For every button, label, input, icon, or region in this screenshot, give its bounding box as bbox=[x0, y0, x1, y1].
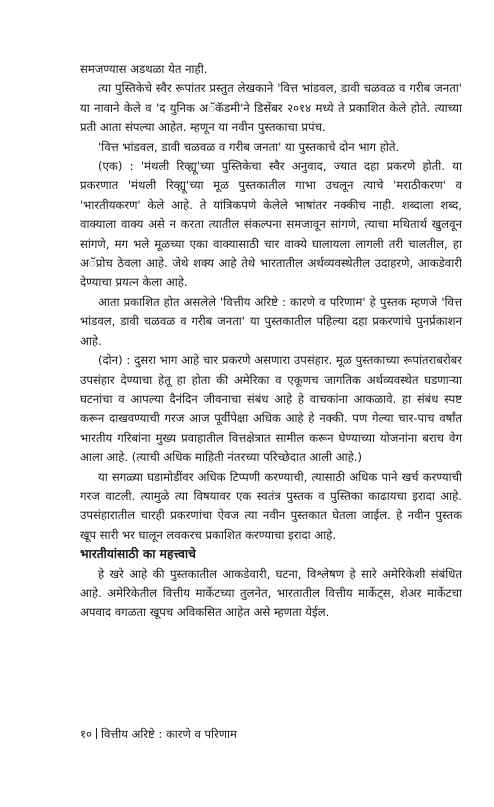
paragraph-future-book: या सगळ्या घडामोडींवर अधिक टिप्पणी करण्याची, त्यासाठी अधिक पाने खर्च करण्याची गरज वाटली. त्यामुळे त्या विषयावर एक स्वतंत्र पुस्तक व पुस्तिका काढायचा इरादा आहे. उपसंहारातील चारही प्रकरणांचा ऐवज त्या नवीन पुस्तकात घेतला जाईल. हे नवीन पुस्तक खूप सारी भर घालून लवकरच प्रकाशित करण्याचा इरादा आहे. bbox=[80, 469, 462, 542]
footer-separator bbox=[96, 728, 97, 739]
paragraph-part-two: (दोन) : दुसरा भाग आहे चार प्रकरणे असणारा उपसंहार. मूळ पुस्तकाच्या रूपांतराबरोबर उपसंहार देण्याचा हेतू हा होता की अमेरिका व एकूणच जागतिक अर्थव्यवस्थेत घडणाऱ्या घटनांचा व आपल्या दैनंदिन जीवनाचा संबंध आहे हे वाचकांना आकळावे. हा संबंध स्पष्ट करून दाखवण्याची गरज आज पूर्वीपेक्षा अधिक आहे हे नक्की. पण गेल्या चार-पाच वर्षांत भारतीय गरिबांना मुख्य प्रवाहातील वित्तक्षेत्रात सामील करून घेण्याच्या योजनांना बराच वेग आला आहे. (त्याची अधिक माहिती नंतरच्या परिच्छेदात आली आहे.) bbox=[80, 353, 462, 465]
section-heading: भारतीयांसाठी का महत्त्वाचे bbox=[80, 547, 196, 562]
running-book-title: वित्तीय अरिष्टे : कारणे व परिणाम bbox=[100, 727, 237, 741]
paragraph-continuation: समजण्यास अडथळा येत नाही. bbox=[80, 62, 208, 76]
paragraph-previous-edition: त्या पुस्तिकेचे स्वैर रूपांतर प्रस्तुत लेखकाने 'वित्त भांडवल, डावी चळवळ व गरीब जनता' या नावाने केले व 'द युनिक अॅकॅडमी'ने डिसेंबर २०१४ मध्ये ते प्रकाशित केले होते. त्याच्या प्रती आता संपल्या आहेत. म्हणून या नवीन पुस्तकाचा प्रपंच. bbox=[80, 81, 462, 135]
page-footer bbox=[80, 727, 237, 742]
paragraph-two-parts: 'वित्त भांडवल, डावी चळवळ व गरीब जनता' या पुस्तकाचे दोन भाग होते. bbox=[98, 139, 400, 154]
paragraph-relevance: हे खरे आहे की पुस्तकातील आकडेवारी, घटना, विश्लेषण हे सारे अमेरिकेशी संबंधित आहे. अमेरिकेतील वित्तीय मार्केटच्या तुलनेत, भारतातील वित्तीय मार्केट्स, शेअर मार्केटचा अपवाद वगळता खूपच अविकसित आहेत असे म्हणता येईल. bbox=[80, 566, 462, 620]
paragraph-part-one: (एक) : 'मंथली रिव्ह्यू'च्या पुस्तिकेचा स्वैर अनुवाद, ज्यात दहा प्रकरणे होती. या प्रकरणात 'मंथली रिव्ह्यू'च्या मूळ पुस्तकातील गाभा उचलून त्याचे 'मराठीकरण' व 'भारतीयकरण' केले आहे. ते यांत्रिकपणे केलेले भाषांतर नक्कीच नाही. शब्दाला शब्द, वाक्याला वाक्य असे न करता त्यातील संकल्पना समजावून सांगणे, त्याचा मथितार्थ खुलवून सांगणे, मग भले मूळच्या एका वाक्यासाठी चार वाक्ये घालायला लागली तरी चालतील, हा अॅप्रोच ठेवला आहे. जेथे शक्य आहे तेथे भारतातील अर्थव्यवस्थेतील उदाहरणे, आकडेवारी देण्याचा प्रयत्न केला आहे. bbox=[80, 159, 462, 290]
paragraph-current-book: आता प्रकाशित होत असलेले 'वित्तीय अरिष्टे : कारणे व परिणाम' हे पुस्तक म्हणजे 'वित्त भांडवल, डावी चळवळ व गरीब जनता' या पुस्तकातील पहिल्या दहा प्रकरणांचे पुनर्प्रकाशन आहे. bbox=[80, 294, 462, 348]
page-body bbox=[80, 60, 462, 623]
page-number: १० bbox=[80, 727, 92, 741]
